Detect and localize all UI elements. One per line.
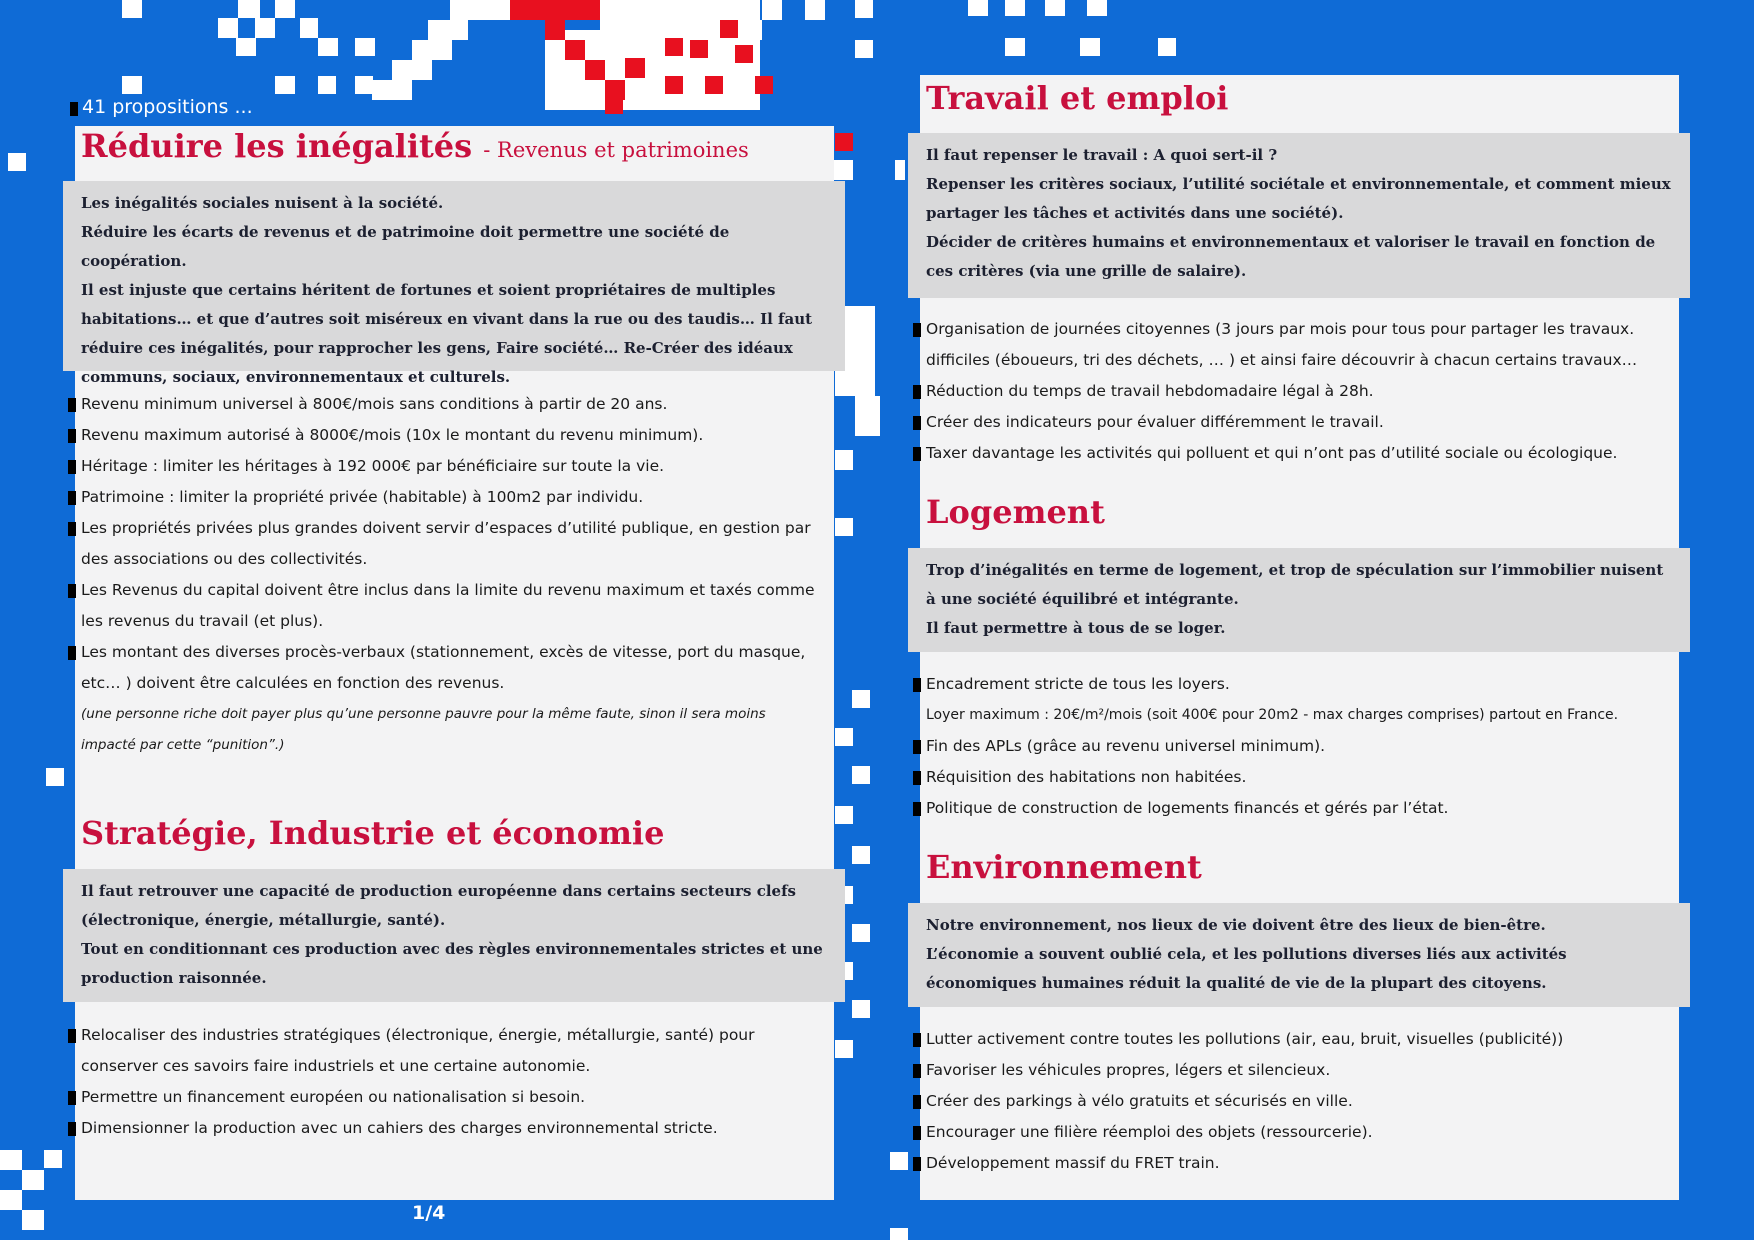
list-item: Encourager une filière réemploi des objets (ressourcerie). — [920, 1117, 1665, 1148]
intro-text: Réduire les écarts de revenus et de patrimoine doit permettre une société de coopération. — [81, 223, 730, 270]
intro-text: Il est injuste que certains héritent de fortunes et soient propriétaires de multiples habitations… et que d’autres soit miséreux en vivant dans la rue ou des taudis… Il faut réduire ces inégalités, pour rapprocher les gens, Faire société… Re-Créer des idéaux communs, sociaux, environnementaux et culturels. — [81, 281, 813, 386]
intro-text: L’économie a souvent oublié cela, et les pollutions diverses liés aux activités économiques humaines réduit la qualité de vie de la plupart des citoyens. — [926, 945, 1567, 992]
section-title-housing: Logement — [926, 493, 1105, 531]
list-item: Loyer maximum : 20€/m²/mois (soit 400€ pour 20m2 - max charges comprises) partout en France. — [926, 707, 1619, 723]
list-item: Créer des parkings à vélo gratuits et sécurisés en ville. — [920, 1086, 1665, 1117]
list-item: Favoriser les véhicules propres, légers et silencieux. — [920, 1055, 1665, 1086]
intro-text: Notre environnement, nos lieux de vie doivent être des lieux de bien-être. — [926, 916, 1546, 934]
housing-intro-box — [908, 548, 1690, 652]
environment-intro-box — [908, 903, 1690, 1007]
list-item: Réquisition des habitations non habitées. — [920, 762, 1665, 793]
inequalities-intro-box — [63, 181, 845, 386]
list-item: Dimensionner la production avec un cahiers des charges environnemental stricte. — [75, 1113, 820, 1144]
intro-text: Il faut retrouver une capacité de production européenne dans certains secteurs clefs (électronique, énergie, métallurgie, santé). — [81, 882, 796, 929]
list-item: Politique de construction de logements financés et gérés par l’état. — [920, 793, 1665, 824]
list-item: Patrimoine : limiter la propriété privée (habitable) à 100m2 par individu. — [75, 482, 820, 513]
list-item: Les propriétés privées plus grandes doivent servir d’espaces d’utilité publique, en gestion par des associations ou des collectivités. — [75, 513, 820, 575]
list-item: Héritage : limiter les héritages à 192 000€ par bénéficiaire sur toute la vie. — [75, 451, 820, 482]
title-main: Réduire les inégalités — [81, 127, 473, 165]
list-item: Créer des indicateurs pour évaluer différemment le travail. — [920, 407, 1665, 438]
intro-text: Les inégalités sociales nuisent à la société. — [81, 194, 444, 212]
intro-text: Repenser les critères sociaux, l’utilité sociétale et environnementale, et comment mieux partager les tâches et activités dans une société). — [926, 175, 1671, 222]
list-item: Réduction du temps de travail hebdomadaire légal à 28h. — [920, 376, 1665, 407]
list-item: Revenu minimum universel à 800€/mois sans conditions à partir de 20 ans. — [75, 389, 820, 420]
page-number: 1/4 — [412, 1202, 446, 1224]
list-item: Développement massif du FRET train. — [920, 1148, 1665, 1179]
intro-text: Tout en conditionnant ces production avec des règles environnementales strictes et une production raisonnée. — [81, 940, 823, 987]
section-title-strategy: Stratégie, Industrie et économie — [81, 814, 665, 852]
work-intro-box — [908, 133, 1690, 298]
list-item: Relocaliser des industries stratégiques (électronique, énergie, métallurgie, santé) pour conserver ces savoirs faire industriels et une certaine autonomie. — [75, 1020, 820, 1082]
intro-text: Il faut repenser le travail : A quoi sert-il ? — [926, 146, 1278, 164]
list-item: Organisation de journées citoyennes (3 jours par mois pour tous pour partager les travaux. difficiles (éboueurs, tri des déchets, … ) et ainsi faire découvrir à chacun certains travaux… — [920, 314, 1665, 376]
environment-proposals-list — [920, 1024, 1665, 1179]
section-title-work: Travail et emploi — [926, 79, 1229, 117]
list-item: Les montant des diverses procès-verbaux (stationnement, excès de vitesse, port du masque, etc… ) doivent être calculées en fonction des revenus. — [75, 637, 820, 699]
list-item: Permettre un financement européen ou nationalisation si besoin. — [75, 1082, 820, 1113]
housing-proposals-list — [920, 669, 1665, 824]
list-item: Revenu maximum autorisé à 8000€/mois (10x le montant du revenu minimum). — [75, 420, 820, 451]
section-title-inequalities — [81, 124, 749, 172]
list-item: Les Revenus du capital doivent être inclus dans la limite du revenu maximum et taxés comme les revenus du travail (et plus). — [75, 575, 820, 637]
inequalities-proposals-list — [75, 389, 820, 761]
section-title-environment: Environnement — [926, 848, 1202, 886]
strategy-proposals-list — [75, 1020, 820, 1144]
list-note: (une personne riche doit payer plus qu’une personne pauvre pour la même faute, sinon il sera moins impacté par cette “punition”.) — [81, 706, 766, 753]
title-subtitle: - Revenus et patrimoines — [483, 138, 749, 162]
intro-text: Trop d’inégalités en terme de logement, et trop de spéculation sur l’immobilier nuisent à une société équilibré et intégrante. — [926, 561, 1664, 608]
work-proposals-list — [920, 314, 1665, 469]
strategy-intro-box — [63, 869, 845, 1002]
list-item: Lutter activement contre toutes les pollutions (air, eau, bruit, visuelles (publicité)) — [920, 1024, 1665, 1055]
propositions-tagline: 41 propositions ... — [82, 96, 253, 118]
intro-text: Décider de critères humains et environnementaux et valoriser le travail en fonction de ces critères (via une grille de salaire). — [926, 233, 1656, 280]
list-item: Fin des APLs (grâce au revenu universel minimum). — [920, 731, 1665, 762]
list-item: Encadrement stricte de tous les loyers. — [920, 669, 1665, 700]
intro-text: Il faut permettre à tous de se loger. — [926, 619, 1226, 637]
list-item: Taxer davantage les activités qui polluent et qui n’ont pas d’utilité sociale ou écologique. — [920, 438, 1665, 469]
